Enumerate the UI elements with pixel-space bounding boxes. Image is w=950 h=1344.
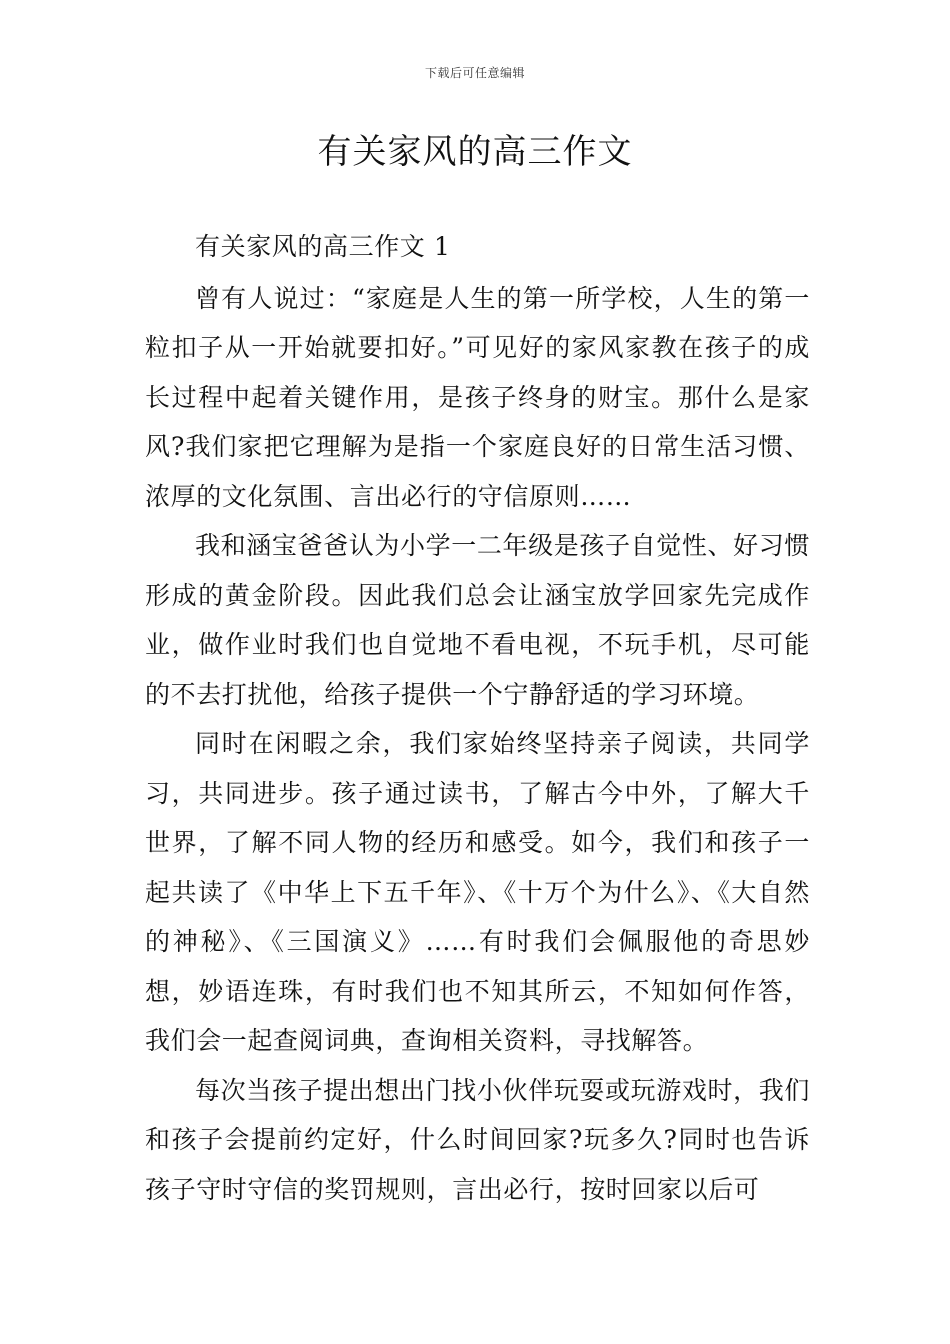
page-header-note: 下载后可任意编辑 [424, 66, 525, 80]
paragraph-1: 曾有人说过：“家庭是人生的第一所学校，人生的第一粒扣子从一开始就要扣好。”可见好的家风家教在孩子的成长过程中起着关键作用，是孩子终身的财宝。那什么是家风?我们家把它理解为是指一个家庭良好的日常生活习惯、浓厚的文化氛围、言出必行的守信原则…… [145, 283, 810, 511]
paragraph-2: 我和涵宝爸爸认为小学一二年级是孩子自觉性、好习惯形成的黄金阶段。因此我们总会让涵宝放学回家先完成作业，做作业时我们也自觉地不看电视，不玩手机，尽可能的不去打扰他，给孩子提供一个宁静舒适的学习环境。 [145, 531, 810, 709]
section-heading: 有关家风的高三作文 1 [195, 232, 451, 261]
paragraph-3: 同时在闲暇之余，我们家始终坚持亲子阅读，共同学习，共同进步。孩子通过读书，了解古今中外，了解大千世界，了解不同人物的经历和感受。如今，我们和孩子一起共读了《中华上下五千年》、《十万个为什么》、《大自然的神秘》、《三国演义》……有时我们会佩服他的奇思妙想，妙语连珠，有时我们也不知其所云，不知如何作答，我们会一起查阅词典，查询相关资料，寻找解答。 [145, 729, 810, 1055]
paragraph-4: 每次当孩子提出想出门找小伙伴玩耍或玩游戏时，我们和孩子会提前约定好，什么时间回家?玩多久?同时也告诉孩子守时守信的奖罚规则，言出必行，按时回家以后可 [145, 1075, 810, 1204]
document-body [145, 222, 810, 1214]
document-title: 有关家风的高三作文 [317, 132, 633, 172]
